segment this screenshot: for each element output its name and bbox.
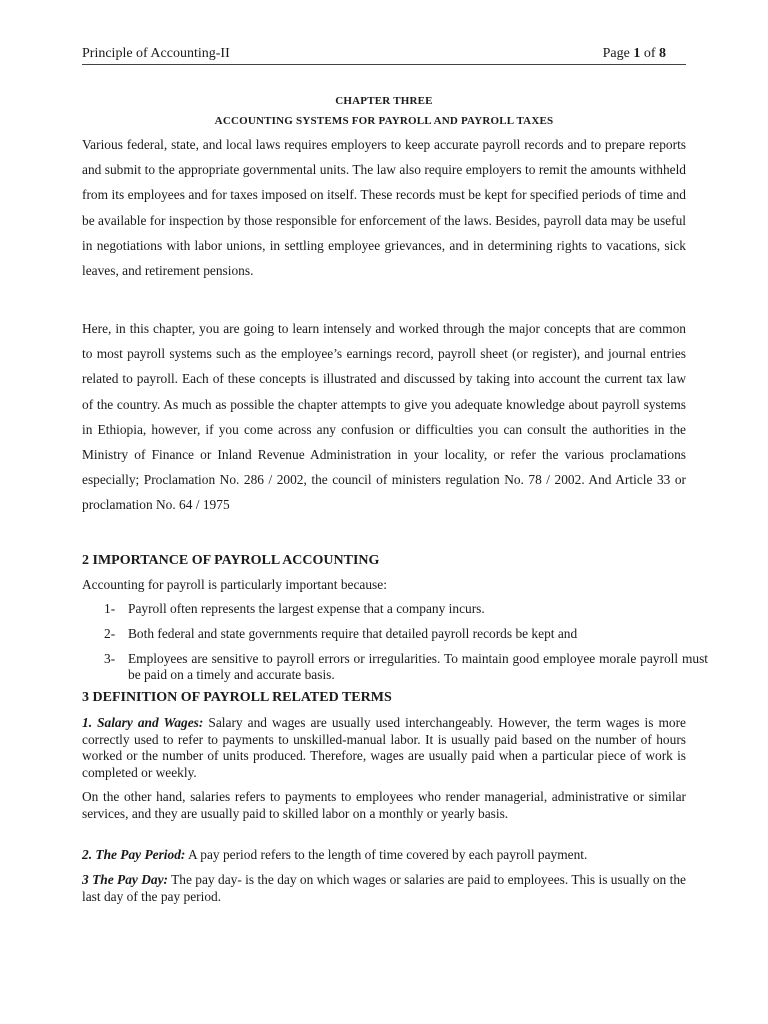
term-pay-period	[82, 847, 686, 864]
header-page-number	[603, 46, 666, 62]
term-3-label: 3 The Pay Day:	[82, 872, 168, 887]
chapter-title: ACCOUNTING SYSTEMS FOR PAYROLL AND PAYROLL TAXES	[214, 115, 554, 127]
header-course-title: Principle of Accounting-II	[82, 46, 230, 61]
page-total: 8	[659, 46, 666, 61]
list-item-number: 2-	[104, 626, 116, 641]
term-salary-and-wages	[82, 715, 686, 781]
section-2-heading: 2 IMPORTANCE OF PAYROLL ACCOUNTING	[82, 553, 380, 568]
term-1-text: Salary and wages are usually used interchangeably. However, the term wages is more correctly used to refer to payments to unskilled-manual labor. It is usually paid based on the number of hours worked or the number of units produced. Therefore, wages are usually paid when a particular piece of work is completed or weekly.	[82, 715, 687, 780]
term-3-text: The pay day- is the day on which wages or salaries are paid to employees. This is usually on the last day of the pay period.	[82, 872, 686, 904]
term-2-label: 2. The Pay Period:	[82, 847, 186, 862]
term-salaries-paragraph: On the other hand, salaries refers to payments to employees who render managerial, administrative or similar services, and they are usually paid to skilled labor on a monthly or yearly basis.	[82, 789, 686, 821]
page-current: 1	[633, 46, 641, 61]
list-item-text: Employees are sensitive to payroll errors or irregularities. To maintain good employee morale payroll must be paid on a timely and accurate basis.	[128, 651, 708, 682]
chapter-number: CHAPTER THREE	[335, 95, 433, 107]
page-of: of	[643, 46, 656, 61]
term-1-label: 1. Salary and Wages:	[82, 715, 204, 730]
paragraph-1: Various federal, state, and local laws requires employers to keep accurate payroll records and to prepare reports and submit to the appropriate governmental units. The law also require employers to remit the amounts withheld from its employees and for taxes imposed on itself. These records must be kept for specified periods of time and be available for inspection by those responsible for enforcement of the laws. Besides, payroll data may be useful in negotiations with labor unions, in settling employee grievances, and in determining rights to vacations, sick leaves, and retirement pensions.	[82, 137, 686, 279]
page-word: Page	[602, 46, 630, 61]
list-item-number: 1-	[104, 601, 116, 616]
list-item-text: Both federal and state governments require that detailed payroll records be kept and	[128, 626, 578, 641]
term-pay-day	[82, 872, 686, 905]
list-item-number: 3-	[104, 651, 116, 666]
term-2-text: A pay period refers to the length of time covered by each payroll payment.	[185, 847, 588, 862]
list-item-text: Payroll often represents the largest expense that a company incurs.	[128, 601, 485, 616]
section-2-intro: Accounting for payroll is particularly important because:	[82, 577, 387, 592]
paragraph-2: Here, in this chapter, you are going to learn intensely and worked through the major concepts that are common to most payroll systems such as the employee’s earnings record, payroll sheet (or register), and journal entries related to payroll. Each of these concepts is illustrated and discussed by taking into account the current tax law of the country. As much as possible the chapter attempts to give you adequate knowledge about payroll systems in Ethiopia, however, if you come across any confusion or difficulties you can consult the authorities in the Ministry of Finance or Inland Revenue Administration in your locality, or refer the various proclamations especially; Proclamation No. 286 / 2002, the council of ministers regulation No. 78 / 2002. And Article 33 or proclamation No. 64 / 1975	[82, 321, 686, 513]
section-3-heading: 3 DEFINITION OF PAYROLL RELATED TERMS	[82, 690, 392, 705]
page-header	[82, 44, 686, 65]
